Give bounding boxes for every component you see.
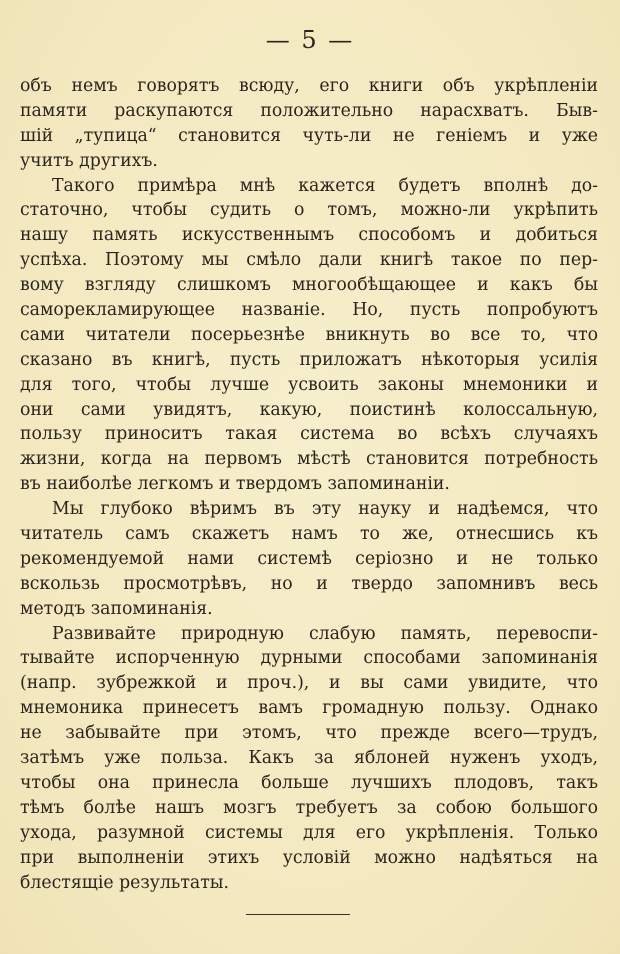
text-line: затѣмъ уже польза. Какъ за яблоней нуженъ уходъ,: [20, 748, 598, 769]
text-line: чтобы она принесла больше лучшихъ плодовъ, такъ: [20, 772, 598, 793]
text-line: Такого примѣра мнѣ кажется будетъ вполнѣ до-: [52, 175, 598, 196]
text-line: для того, чтобы лучше усвоить законы мнемоники и: [20, 374, 598, 395]
text-line: шій „тупица“ становится чуть-ли не геніемъ и уже: [20, 125, 598, 146]
text-line: тывайте испорченную дурными способами запоминанія: [20, 648, 598, 669]
text-line: они сами увидятъ, какую, поистинѣ колоссальную,: [20, 399, 598, 420]
text-line: тѣмъ болѣе нашъ мозгъ требуетъ за собою большого: [20, 797, 598, 818]
text-line: не забывайте при этомъ, что прежде всего—трудъ,: [20, 723, 598, 744]
text-line: Развивайте природную слабую память, перевоспи-: [52, 623, 598, 644]
text-line: (напр. зубрежкой и проч.), и вы сами увидите, что: [20, 673, 598, 694]
text-line: сказано въ книгѣ, пусть приложатъ нѣкоторыя усилія: [20, 349, 598, 370]
text-line: мнемоника принесетъ вамъ громадную пользу. Однако: [20, 698, 598, 719]
text-line: вскользь просмотрѣвъ, но и твердо запомнивъ весь: [20, 573, 598, 594]
text-line: Мы глубоко вѣримъ въ эту науку и надѣемся, что: [52, 499, 598, 520]
text-line: статочно, чтобы судить о томъ, можно-ли укрѣпить: [20, 200, 598, 221]
text-line: пользу приноситъ такая система во всѣхъ случаяхъ: [20, 424, 598, 445]
text-line: учитъ другихъ.: [20, 150, 158, 171]
page-number: — 5 —: [265, 26, 355, 54]
text-line: сами читатели посерьезнѣе вникнуть во все то, что: [20, 324, 598, 345]
section-divider: [246, 914, 350, 915]
text-line: читатель самъ скажетъ намъ то же, отнесшись къ: [20, 524, 598, 545]
text-line: успѣха. Поэтому мы смѣло дали книгѣ такое по пер-: [20, 250, 598, 271]
text-line: вому взгляду слишкомъ многообѣщающее и какъ бы: [20, 275, 598, 296]
text-line: объ немъ говорятъ всюду, его книги объ укрѣпленіи: [20, 76, 598, 96]
text-line: саморекламирующее названіе. Но, пусть попробуютъ: [20, 300, 598, 321]
text-line: памяти раскупаются положительно нарасхватъ. Быв-: [20, 100, 598, 121]
text-line: нашу память искусственнымъ способомъ и добиться: [20, 225, 598, 246]
text-line: при выполненіи этихъ условій можно надѣяться на: [20, 847, 598, 868]
text-line: въ наиболѣе легкомъ и твердомъ запоминаніи.: [20, 474, 450, 495]
text-line: методъ запоминанія.: [20, 598, 213, 619]
body-text: [20, 74, 598, 895]
text-line: жизни, когда на первомъ мѣстѣ становится потребность: [20, 449, 598, 470]
text-line: блестящіе результаты.: [20, 872, 230, 893]
text-line: рекомендуемой нами системѣ серіозно и не только: [20, 548, 598, 569]
text-line: ухода, разумной системы для его укрѣпленія. Только: [20, 822, 598, 843]
